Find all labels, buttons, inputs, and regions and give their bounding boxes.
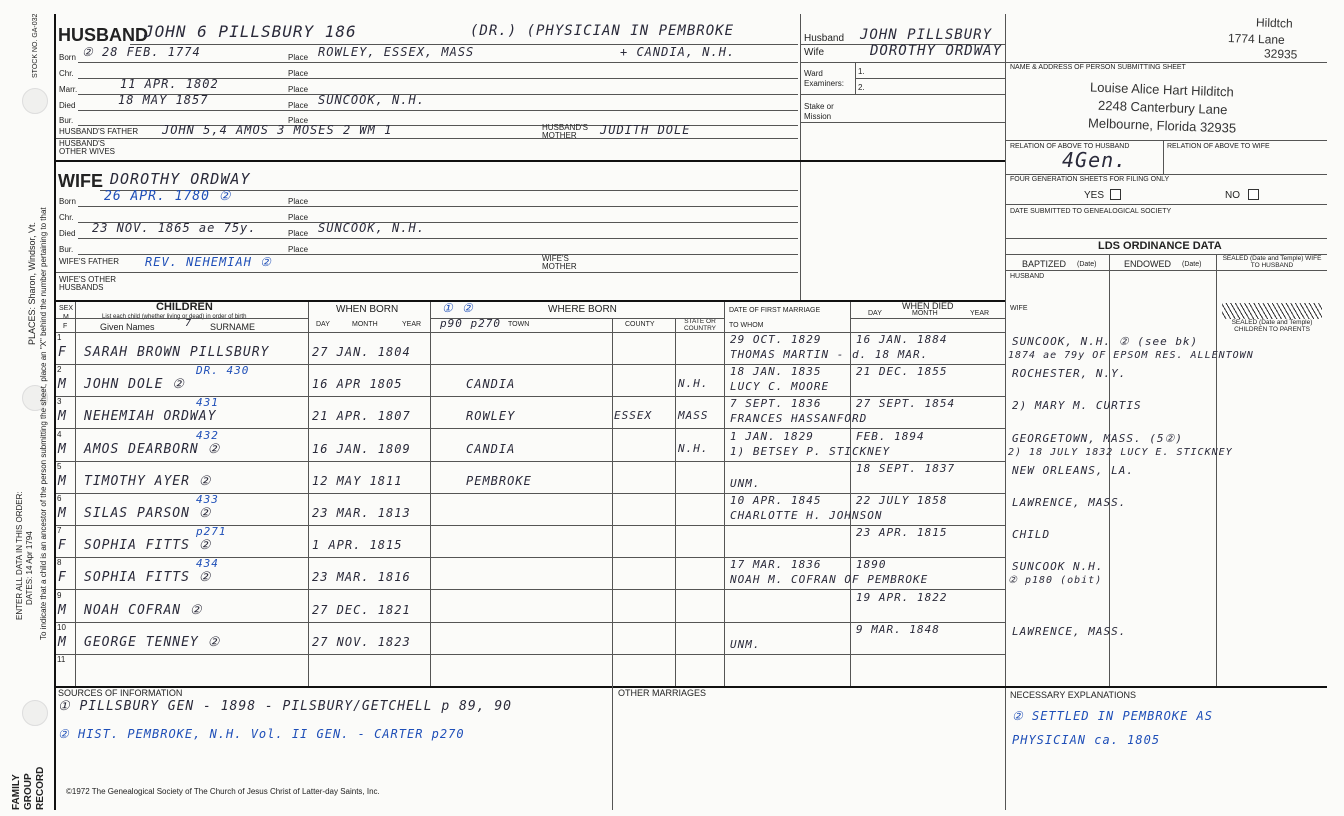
where-born-note: ① ②: [442, 301, 474, 315]
wife-father-label: WIFE'S FATHER: [59, 257, 120, 266]
died-year-header: YEAR: [970, 310, 990, 317]
child-born: 12 MAY 1811: [312, 474, 403, 488]
relation-wife-label: RELATION OF ABOVE TO WIFE: [1167, 143, 1270, 150]
wife-label: WIFE: [58, 171, 103, 191]
child-sex: M: [58, 635, 67, 650]
child-born: 27 NOV. 1823: [312, 635, 411, 649]
marr-label: Marr.: [59, 85, 78, 94]
child-note: p271: [196, 525, 227, 538]
child-spouse: UNM.: [730, 638, 761, 651]
lds-husband-label: HUSBAND: [1010, 273, 1045, 280]
panel-husband: JOHN PILLSBURY: [860, 27, 993, 43]
child-born: 27 DEC. 1821: [312, 603, 411, 617]
wife-father: REV. NEHEMIAH ②: [145, 255, 272, 269]
group-label: GROUP: [23, 773, 34, 810]
bur-label: Bur.: [59, 116, 74, 125]
year-header: YEAR: [402, 321, 422, 328]
wife-born: 26 APR. 1780 ②: [104, 189, 232, 204]
submitter-city: Melbourne, Florida 32935: [1087, 115, 1237, 136]
child-note: 432: [196, 429, 219, 442]
child-death-place: NEW ORLEANS, LA.: [1012, 464, 1134, 477]
child-sex: M: [58, 506, 67, 521]
child-name: SARAH BROWN PILLSBURY: [84, 345, 270, 360]
child-marr-date: 18 JAN. 1835: [730, 365, 822, 378]
relation-husband-label: RELATION OF ABOVE TO HUSBAND: [1010, 143, 1130, 150]
other-marriages-label: OTHER MARRIAGES: [618, 688, 707, 698]
child-died: 1890: [856, 558, 887, 571]
child-died: 16 JAN. 1884: [856, 333, 948, 346]
bur-label: Bur.: [59, 245, 74, 254]
child-born: 23 MAR. 1816: [312, 570, 411, 584]
child-born: 16 JAN. 1809: [312, 442, 411, 456]
husband-born-place: ROWLEY, ESSEX, MASS: [318, 45, 475, 59]
child-sex: M: [58, 474, 67, 489]
sealed-children-label: SEALED (Date and Temple) CHILDREN TO PARENTS: [1231, 319, 1313, 333]
explanation-1: ② SETTLED IN PEMBROKE AS: [1012, 709, 1213, 723]
husband-father: JOHN 5,4 AMOS 3 MOSES 2 WM 1: [162, 123, 393, 137]
hatch-box: [1222, 303, 1322, 319]
husband-mother-label: HUSBAND'S MOTHER: [542, 123, 588, 140]
punch-hole: [22, 88, 48, 114]
enter-data-note: ENTER ALL DATA IN THIS ORDER:: [15, 491, 24, 620]
child-town: CANDIA: [466, 442, 516, 456]
first-marriage-header: DATE OF FIRST MARRIAGE: [729, 307, 821, 314]
child-died: 23 APR. 1815: [856, 526, 948, 539]
when-died-header: WHEN DIED: [902, 301, 954, 311]
month-header: MONTH: [352, 321, 378, 328]
husband-died-place: SUNCOOK, N.H.: [318, 93, 425, 107]
date-submitted-label: DATE SUBMITTED TO GENEALOGICAL SOCIETY: [1010, 208, 1172, 215]
child-name: JOHN DOLE ②: [84, 377, 185, 392]
child-name: SOPHIA FITTS ②: [84, 570, 212, 585]
place-label: Place: [288, 85, 309, 94]
right-panel-border: [1005, 14, 1006, 810]
child-spouse: UNM.: [730, 477, 761, 490]
child-number: 4: [57, 430, 62, 439]
endowed-label: ENDOWED: [1124, 259, 1171, 269]
child-spouse: CHARLOTTE H. JOHNSON: [730, 509, 883, 522]
born-label: Born: [59, 53, 76, 62]
sources-label: SOURCES OF INFORMATION: [58, 688, 183, 698]
town-note: p90 p270: [440, 317, 501, 330]
child-died: FEB. 1894: [856, 430, 925, 443]
child-number: 5: [57, 462, 62, 471]
child-death-place: SUNCOOK N.H.: [1012, 560, 1104, 573]
stamp-line: 1774 Lane: [1227, 31, 1285, 47]
children-header: CHILDREN: [156, 301, 213, 313]
child-name: NEHEMIAH ORDWAY: [84, 409, 217, 424]
child-sex: M: [58, 442, 67, 457]
husband-label: HUSBAND: [58, 25, 148, 45]
child-died: 27 SEPT. 1854: [856, 397, 956, 410]
source-2: ② HIST. PEMBROKE, N.H. Vol. II GEN. - CARTER p270: [58, 727, 465, 741]
child-death-place: GEORGETOWN, MASS. (5②): [1012, 432, 1183, 445]
relation-husband: 4Gen.: [1062, 148, 1128, 172]
wife-mother-label: WIFE'S MOTHER: [542, 254, 577, 271]
child-marr-date: 1 JAN. 1829: [730, 430, 814, 443]
husband-marr: 11 APR. 1802: [120, 77, 219, 91]
child-marr-date: 7 SEPT. 1836: [730, 397, 822, 410]
stamp-top: Hildtch: [1255, 15, 1293, 31]
child-number: 3: [57, 397, 62, 406]
child-death-place: LAWRENCE, MASS.: [1012, 496, 1127, 509]
place-label: Place: [288, 53, 309, 62]
husband-died: 18 MAY 1857: [118, 93, 209, 107]
husband-note: (DR.) (PHYSICIAN IN PEMBROKE: [470, 23, 735, 39]
examiner-1: 1.: [858, 67, 865, 76]
place-label: Place: [288, 229, 309, 238]
child-born: 1 APR. 1815: [312, 538, 403, 552]
punch-hole: [22, 700, 48, 726]
child-sex: M: [58, 377, 67, 392]
husband-born: ② 28 FEB. 1774: [82, 45, 201, 59]
left-border: [54, 14, 56, 810]
child-name: NOAH COFRAN ②: [84, 603, 203, 618]
panel-husband-label: Husband: [804, 33, 845, 44]
wife-died: 23 NOV. 1865 ae 75y.: [92, 221, 257, 235]
table-row-divider: [56, 654, 1005, 655]
child-number: 11: [57, 655, 66, 664]
child-note: 434: [196, 557, 219, 570]
child-sex: F: [58, 345, 67, 360]
surname-header: SURNAME: [210, 322, 256, 332]
died-month-header: MONTH: [912, 310, 938, 317]
child-death-place: CHILD: [1012, 528, 1051, 541]
child-marr-date: 10 APR. 1845: [730, 494, 822, 507]
stamp-zip: 32935: [1263, 46, 1298, 62]
no-label: NO: [1225, 190, 1240, 201]
child-death-place-2: ② p180 (obit): [1008, 575, 1103, 586]
sealed-wife-label: SEALED (Date and Temple) WIFE TO HUSBAND: [1222, 255, 1322, 269]
child-note: 431: [196, 396, 219, 409]
child-spouse: LUCY C. MOORE: [730, 380, 830, 393]
born-label: Born: [59, 197, 76, 206]
child-spouse: NOAH M. COFRAN OF PEMBROKE: [730, 573, 929, 586]
town-header: TOWN: [508, 321, 530, 328]
child-number: 2: [57, 365, 62, 374]
died-day-header: DAY: [868, 310, 882, 317]
mid-border: [800, 14, 801, 302]
husband-other-wives-label: HUSBAND'S OTHER WIVES: [59, 139, 116, 156]
day-header: DAY: [316, 321, 330, 328]
where-born-header: WHERE BORN: [548, 304, 617, 315]
county-header: COUNTY: [625, 321, 655, 328]
endow-date-label: (Date): [1182, 261, 1202, 268]
child-town: PEMBROKE: [466, 474, 532, 488]
place-label: Place: [288, 116, 309, 125]
child-note: 433: [196, 493, 219, 506]
husband-father-label: HUSBAND'S FATHER: [59, 127, 139, 136]
child-name: AMOS DEARBORN ②: [84, 442, 221, 457]
died-label: Died: [59, 229, 76, 238]
no-checkbox[interactable]: [1248, 189, 1259, 200]
examiners-label: Examiners:: [804, 79, 845, 88]
dates-note: DATES: 14 Apr 1794: [25, 531, 34, 605]
list-each-note: List each child (whether living or dead) in order of birth: [102, 314, 247, 320]
child-number: 9: [57, 591, 62, 600]
baptized-label: BAPTIZED: [1022, 259, 1067, 269]
child-county: ESSEX: [614, 409, 653, 422]
child-died: 18 SEPT. 1837: [856, 462, 956, 475]
child-born: 16 APR 1805: [312, 377, 403, 391]
child-sex: F: [58, 570, 67, 585]
child-spouse: FRANCES HASSANFORD: [730, 412, 868, 425]
child-died: 19 APR. 1822: [856, 591, 948, 604]
child-name: SILAS PARSON ②: [84, 506, 212, 521]
child-death-place: LAWRENCE, MASS.: [1012, 625, 1127, 638]
child-number: 6: [57, 494, 62, 503]
child-born: 27 JAN. 1804: [312, 345, 411, 359]
child-town: CANDIA: [466, 377, 516, 391]
child-death-place: 2) MARY M. CURTIS: [1012, 399, 1142, 412]
child-died: 22 JULY 1858: [856, 494, 948, 507]
bapt-date-label: (Date): [1077, 261, 1097, 268]
place-label: Place: [288, 197, 309, 206]
four-gen-label: FOUR GENERATION SHEETS FOR FILING ONLY: [1010, 176, 1170, 183]
child-died: 21 DEC. 1855: [856, 365, 948, 378]
child-state: MASS: [678, 409, 709, 422]
child-state: N.H.: [678, 442, 709, 455]
places-note: PLACES: Sharon, Windsor, Vt.: [27, 221, 37, 345]
wife-other-husbands-label: WIFE'S OTHER HUSBANDS: [59, 275, 117, 292]
place-label: Place: [288, 245, 309, 254]
panel-wife-label: Wife: [804, 47, 824, 58]
submitter-name: Louise Alice Hart Hilditch: [1089, 79, 1235, 100]
yes-checkbox[interactable]: [1110, 189, 1121, 200]
child-marr-date: 29 OCT. 1829: [730, 333, 822, 346]
child-marr-date: 17 MAR. 1836: [730, 558, 822, 571]
given-names-header: Given Names: [100, 322, 155, 332]
child-number: 10: [57, 623, 66, 632]
child-sex: M: [58, 409, 67, 424]
child-death-place: SUNCOOK, N.H. ② (see bk): [1012, 335, 1199, 348]
husband-born-place2: + CANDIA, N.H.: [620, 45, 736, 59]
panel-wife: DOROTHY ORDWAY: [870, 43, 1003, 59]
sex-header: SEX: [59, 305, 74, 312]
child-number: 7: [57, 526, 62, 535]
child-number: 8: [57, 558, 62, 567]
child-born: 21 APR. 1807: [312, 409, 411, 423]
ancestor-instruction: To indicate that a child is an ancestor of the person submitting the sheet, place an "X" behind the number pertaining to that: [39, 207, 48, 640]
family-label: FAMILY: [11, 774, 22, 810]
state-header: STATE OR COUNTRY: [683, 318, 717, 333]
to-whom-header: TO WHOM: [729, 322, 764, 329]
ward-label: Ward: [804, 69, 823, 78]
child-spouse: 1) BETSEY P. STICKNEY: [730, 445, 891, 458]
child-name: SOPHIA FITTS ②: [84, 538, 212, 553]
child-town: ROWLEY: [466, 409, 516, 423]
examiner-2: 2.: [858, 83, 865, 92]
child-sex: F: [58, 538, 67, 553]
died-label: Died: [59, 101, 76, 110]
submitter-street: 2248 Canterbury Lane: [1097, 97, 1228, 118]
wife-name: DOROTHY ORDWAY: [110, 170, 251, 188]
record-label: RECORD: [35, 766, 46, 810]
submitter-label: NAME & ADDRESS OF PERSON SUBMITTING SHEET: [1010, 64, 1186, 71]
f-header: F: [63, 323, 68, 330]
yes-label: YES: [1084, 190, 1105, 201]
stake-label: Stake or Mission: [804, 102, 834, 121]
child-died: 9 MAR. 1848: [856, 623, 940, 636]
child-sex: M: [58, 603, 67, 618]
source-1: ① PILLSBURY GEN - 1898 - PILSBURY/GETCHELL p 89, 90: [58, 699, 512, 714]
husband-mother: JUDITH DOLE: [600, 123, 691, 137]
child-name: TIMOTHY AYER ②: [84, 474, 212, 489]
place-label: Place: [288, 213, 309, 222]
child-death-place-2: 1874 ae 79y OF EPSOM RES. ALLENTOWN: [1008, 350, 1254, 361]
place-label: Place: [288, 69, 309, 78]
place-label: Place: [288, 101, 309, 110]
child-name: GEORGE TENNEY ②: [84, 635, 221, 650]
chr-label: Chr.: [59, 69, 74, 78]
lds-wife-label: WIFE: [1010, 305, 1028, 312]
copyright: ©1972 The Genealogical Society of The Church of Jesus Christ of Latter-day Saints, Inc.: [66, 787, 380, 796]
child-death-place-2: 2) 18 JULY 1832 LUCY E. STICKNEY: [1008, 447, 1233, 458]
table-row-divider: [56, 589, 1005, 590]
child-number: 1: [57, 333, 62, 342]
child-death-place: ROCHESTER, N.Y.: [1012, 367, 1127, 380]
child-state: N.H.: [678, 377, 709, 390]
explanations-label: NECESSARY EXPLANATIONS: [1010, 690, 1137, 700]
m-header: M: [63, 314, 69, 321]
chr-label: Chr.: [59, 213, 74, 222]
wife-died-place: SUNCOOK, N.H.: [318, 221, 425, 235]
child-note: DR. 430: [196, 364, 250, 377]
stock-number: STOCK NO. GA-032: [32, 13, 39, 78]
husband-name: JOHN 6 PILLSBURY 186: [144, 22, 357, 41]
when-born-header: WHEN BORN: [336, 304, 399, 315]
child-born: 23 MAR. 1813: [312, 506, 411, 520]
explanation-2: PHYSICIAN ca. 1805: [1012, 733, 1161, 747]
child-spouse: THOMAS MARTIN - d. 18 MAR.: [730, 348, 929, 361]
lds-title: LDS ORDINANCE DATA: [1098, 240, 1222, 252]
